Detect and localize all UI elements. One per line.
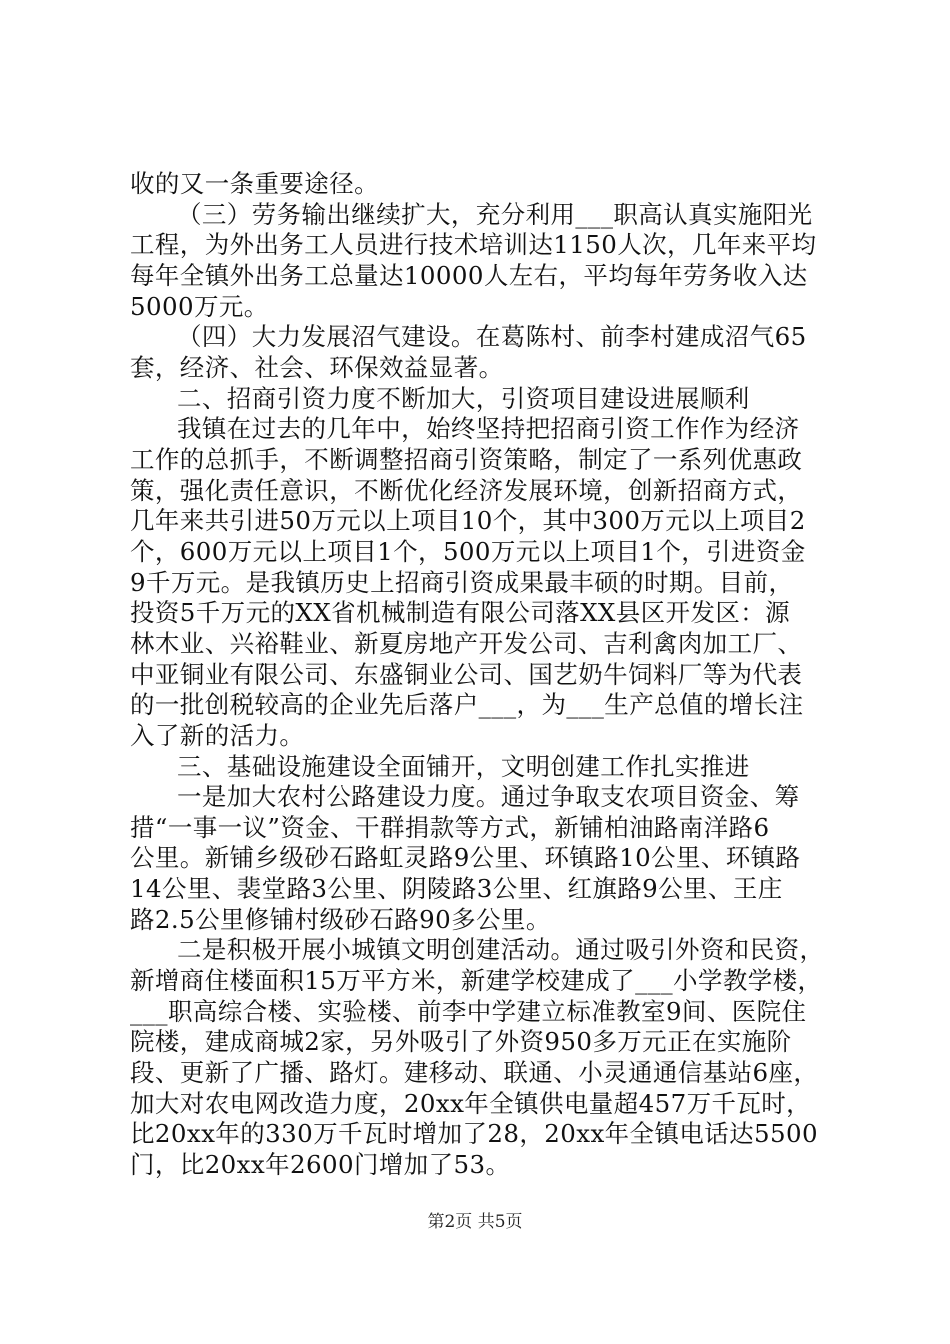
text-line: 加大对农电网改造力度，20xx年全镇供电量超457万千瓦时， [130,1088,812,1118]
text-line: 路2.5公里修铺村级砂石路90多公里。 [130,904,551,934]
text-line: 每年全镇外出务工总量达10000人左右，平均每年劳务收入达 [130,261,808,290]
text-line: 个，600万元以上项目1个，500万元以上项目1个，引进资金 [130,536,806,566]
text-line: 几年来共引进50万元以上项目10个，其中300万元以上项目2 [130,506,806,536]
page-number-footer: 第2页 共5页 [427,1212,523,1232]
text-line: 工作的总抓手，不断调整招商引资策略，制定了一系列优惠政 [130,444,803,474]
text-line: ___职高综合楼、实验楼、前李中学建立标准教室9间、医院住 [130,996,807,1026]
text-line: 林木业、兴裕鞋业、新夏房地产开发公司、吉利禽肉加工厂、 [130,628,803,658]
text-line: 投资5千万元的XX省机械制造有限公司落XX县区开发区：源 [130,598,791,628]
text-line: 中亚铜业有限公司、东盛铜业公司、国艺奶牛饲料厂等为代表 [130,659,803,689]
text-line: 策，强化责任意识，不断优化经济发展环境，创新招商方式， [130,475,803,505]
text-line: 二是积极开展小城镇文明创建活动。通过吸引外资和民资， [177,935,825,965]
text-line: 收的又一条重要途径。 [130,169,379,198]
text-line: 比20xx年的330万千瓦时增加了28，20xx年全镇电话达5500 [130,1119,819,1149]
section-heading: 二、招商引资力度不断加大，引资项目建设进展顺利 [177,383,750,413]
text-line: 新增商住楼面积15万平方米，新建学校建成了___小学教学楼， [130,966,823,996]
text-line: 公里。新铺乡级砂石路虹灵路9公里、环镇路10公里、环镇路 [130,843,801,873]
text-line: 段、更新了广播、路灯。建移动、联通、小灵通通信基站6座， [130,1058,819,1087]
text-line: 门，比20xx年2600门增加了53。 [130,1150,511,1179]
text-line: （三）劳务输出继续扩大，充分利用___职高认真实施阳光 [177,199,813,229]
text-line: 套，经济、社会、环保效益显著。 [130,352,504,382]
text-line: 措“一事一议”资金、干群捐款等方式，新铺柏油路南洋路6 [130,812,770,842]
text-line: 一是加大农村公路建设力度。通过争取支农项目资金、筹 [177,782,800,812]
text-line: 5000万元。 [130,291,269,321]
text-line: 工程，为外出务工人员进行技术培训达1150人次，几年来平均 [130,230,817,260]
text-line: 入了新的活力。 [130,720,305,750]
text-line: 14公里、裴堂路3公里、阴陵路3公里、红旗路9公里、王庄 [130,874,783,904]
text-line: 院楼，建成商城2家，另外吸引了外资950多万元正在实施阶 [130,1027,792,1057]
text-line: 我镇在过去的几年中，始终坚持把招商引资工作作为经济 [177,414,800,444]
text-line: 的一批创税较高的企业先后落户___，为___生产总值的增长注 [130,690,804,720]
text-line: 9千万元。是我镇历史上招商引资成果最丰硕的时期。目前， [130,567,794,597]
text-line: （四）大力发展沼气建设。在葛陈村、前李村建成沼气65 [177,322,807,352]
section-heading: 三、基础设施建设全面铺开，文明创建工作扎实推进 [177,751,750,781]
